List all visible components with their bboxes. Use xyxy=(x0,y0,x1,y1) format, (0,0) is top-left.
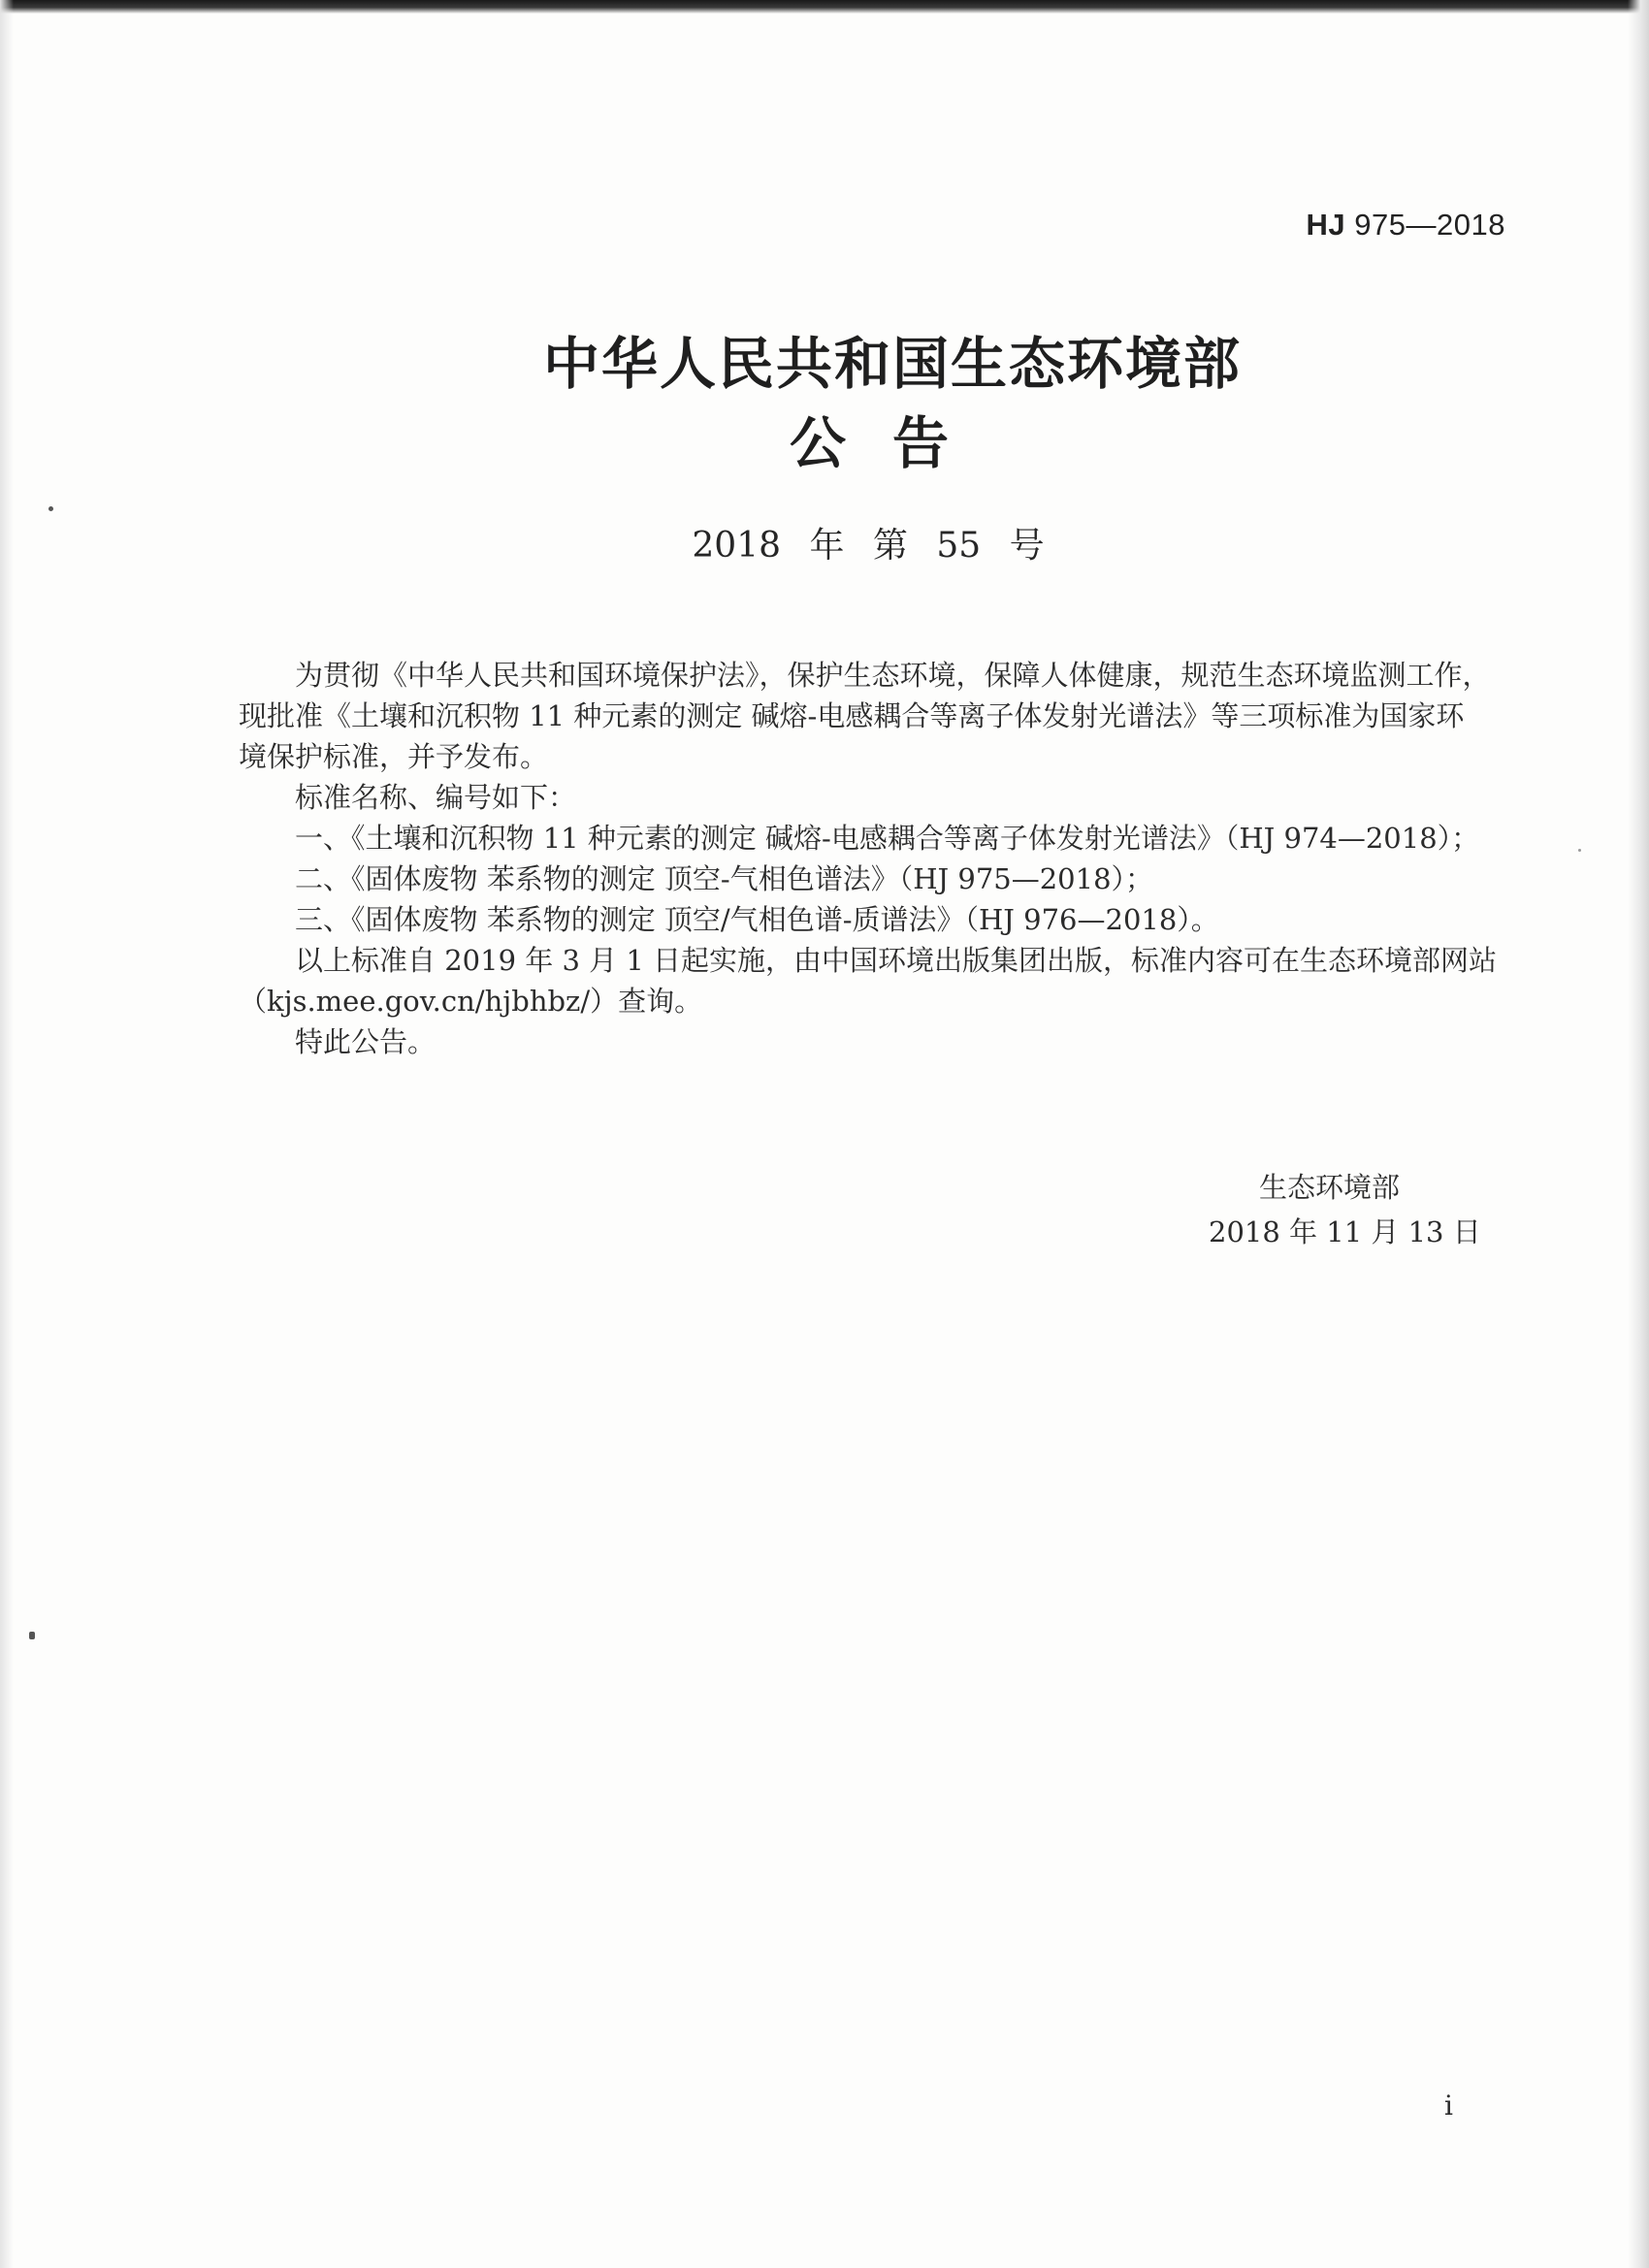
scan-speck xyxy=(1578,849,1581,852)
body-line: 现批准《土壤和沉积物 11 种元素的测定 碱熔-电感耦合等离子体发射光谱法》等三项标准为国家环 xyxy=(239,699,1465,732)
notice-body xyxy=(239,655,1500,1062)
scan-speck xyxy=(48,506,53,511)
ministry-title: 中华人民共和国生态环境部 xyxy=(542,331,1242,397)
website-line: （kjs.mee.gov.cn/hjbhbz/）查询。 xyxy=(239,985,703,1018)
standard-code-number: 975—2018 xyxy=(1345,208,1505,242)
scan-speck xyxy=(29,1632,35,1639)
scan-top-shadow xyxy=(0,0,1649,14)
standard-code-prefix: HJ xyxy=(1306,208,1346,242)
standard-list-item: 三、《固体废物 苯系物的测定 顶空/气相色谱-质谱法》（HJ 976—2018）。 xyxy=(295,903,1219,936)
standard-list-item: 一、《土壤和沉积物 11 种元素的测定 碱熔-电感耦合等离子体发射光谱法》（HJ 974—2018）； xyxy=(295,822,1480,855)
issue-number: 2018 年 第 55 号 xyxy=(692,526,1045,566)
signature-organization: 生态环境部 xyxy=(1259,1171,1401,1204)
page-number: i xyxy=(1444,2090,1453,2122)
notice-title: 公告 xyxy=(789,410,995,476)
effective-date-line: 以上标准自 2019 年 3 月 1 日起实施，由中国环境出版集团出版，标准内容可在生态环境部网站 xyxy=(295,944,1498,977)
body-line: 境保护标准，并予发布。 xyxy=(239,740,549,773)
standard-code xyxy=(1307,208,1505,243)
signature-date: 2018 年 11 月 13 日 xyxy=(1209,1215,1481,1248)
body-line: 为贯彻《中华人民共和国环境保护法》，保护生态环境，保障人体健康，规范生态环境监测工作， xyxy=(295,659,1491,692)
standard-list-item: 二、《固体废物 苯系物的测定 顶空-气相色谱法》（HJ 975—2018）； xyxy=(295,862,1154,895)
closing-line: 特此公告。 xyxy=(295,1025,436,1058)
list-intro: 标准名称、编号如下： xyxy=(295,781,577,814)
